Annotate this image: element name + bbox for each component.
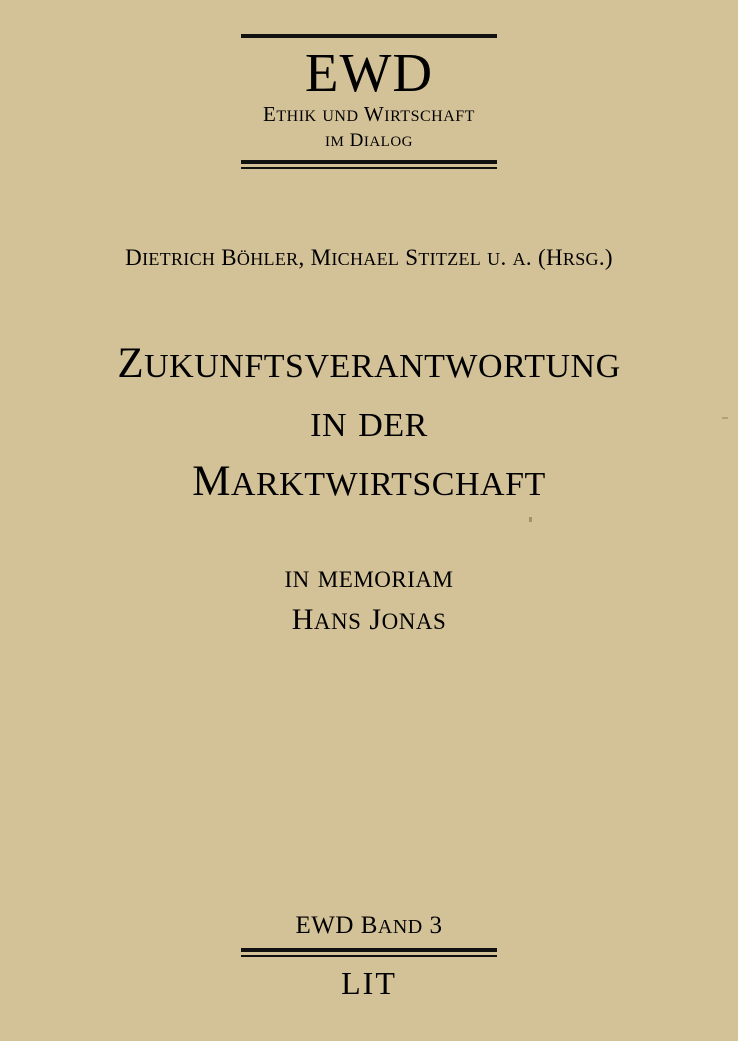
series-subtitle-line-2: IM DIALOG <box>324 130 414 151</box>
publisher-rule-top <box>241 948 497 952</box>
publisher-name: LIT <box>341 965 397 1001</box>
title-line-3: MARKTWIRTSCHAFT <box>192 458 546 505</box>
dedication-block <box>0 558 738 642</box>
series-rule-middle <box>241 160 497 164</box>
series-header <box>241 34 497 169</box>
book-title <box>0 336 738 513</box>
dedication-line-1: IN MEMORIAM <box>284 567 454 592</box>
title-line-2: IN DER <box>310 407 428 444</box>
series-volume: EWD BAND 3 <box>295 912 443 939</box>
publisher-block <box>241 911 497 1001</box>
paper-edge-mark <box>722 417 728 419</box>
publisher-rule-bottom <box>241 955 497 957</box>
paper-speck-mark <box>529 517 532 522</box>
title-line-1: ZUKUNFTSVERANTWORTUNG <box>117 340 621 387</box>
series-rule-top <box>241 34 497 38</box>
dedication-line-2: HANS JONAS <box>291 603 447 636</box>
series-abbreviation: EWD <box>304 42 434 103</box>
series-subtitle-line-1: ETHIK UND WIRTSCHAFT <box>263 102 475 126</box>
editors-line: DIETRICH BÖHLER, MICHAEL STITZEL U. A. (HRSG.) <box>125 245 613 270</box>
series-rule-bottom <box>241 167 497 169</box>
